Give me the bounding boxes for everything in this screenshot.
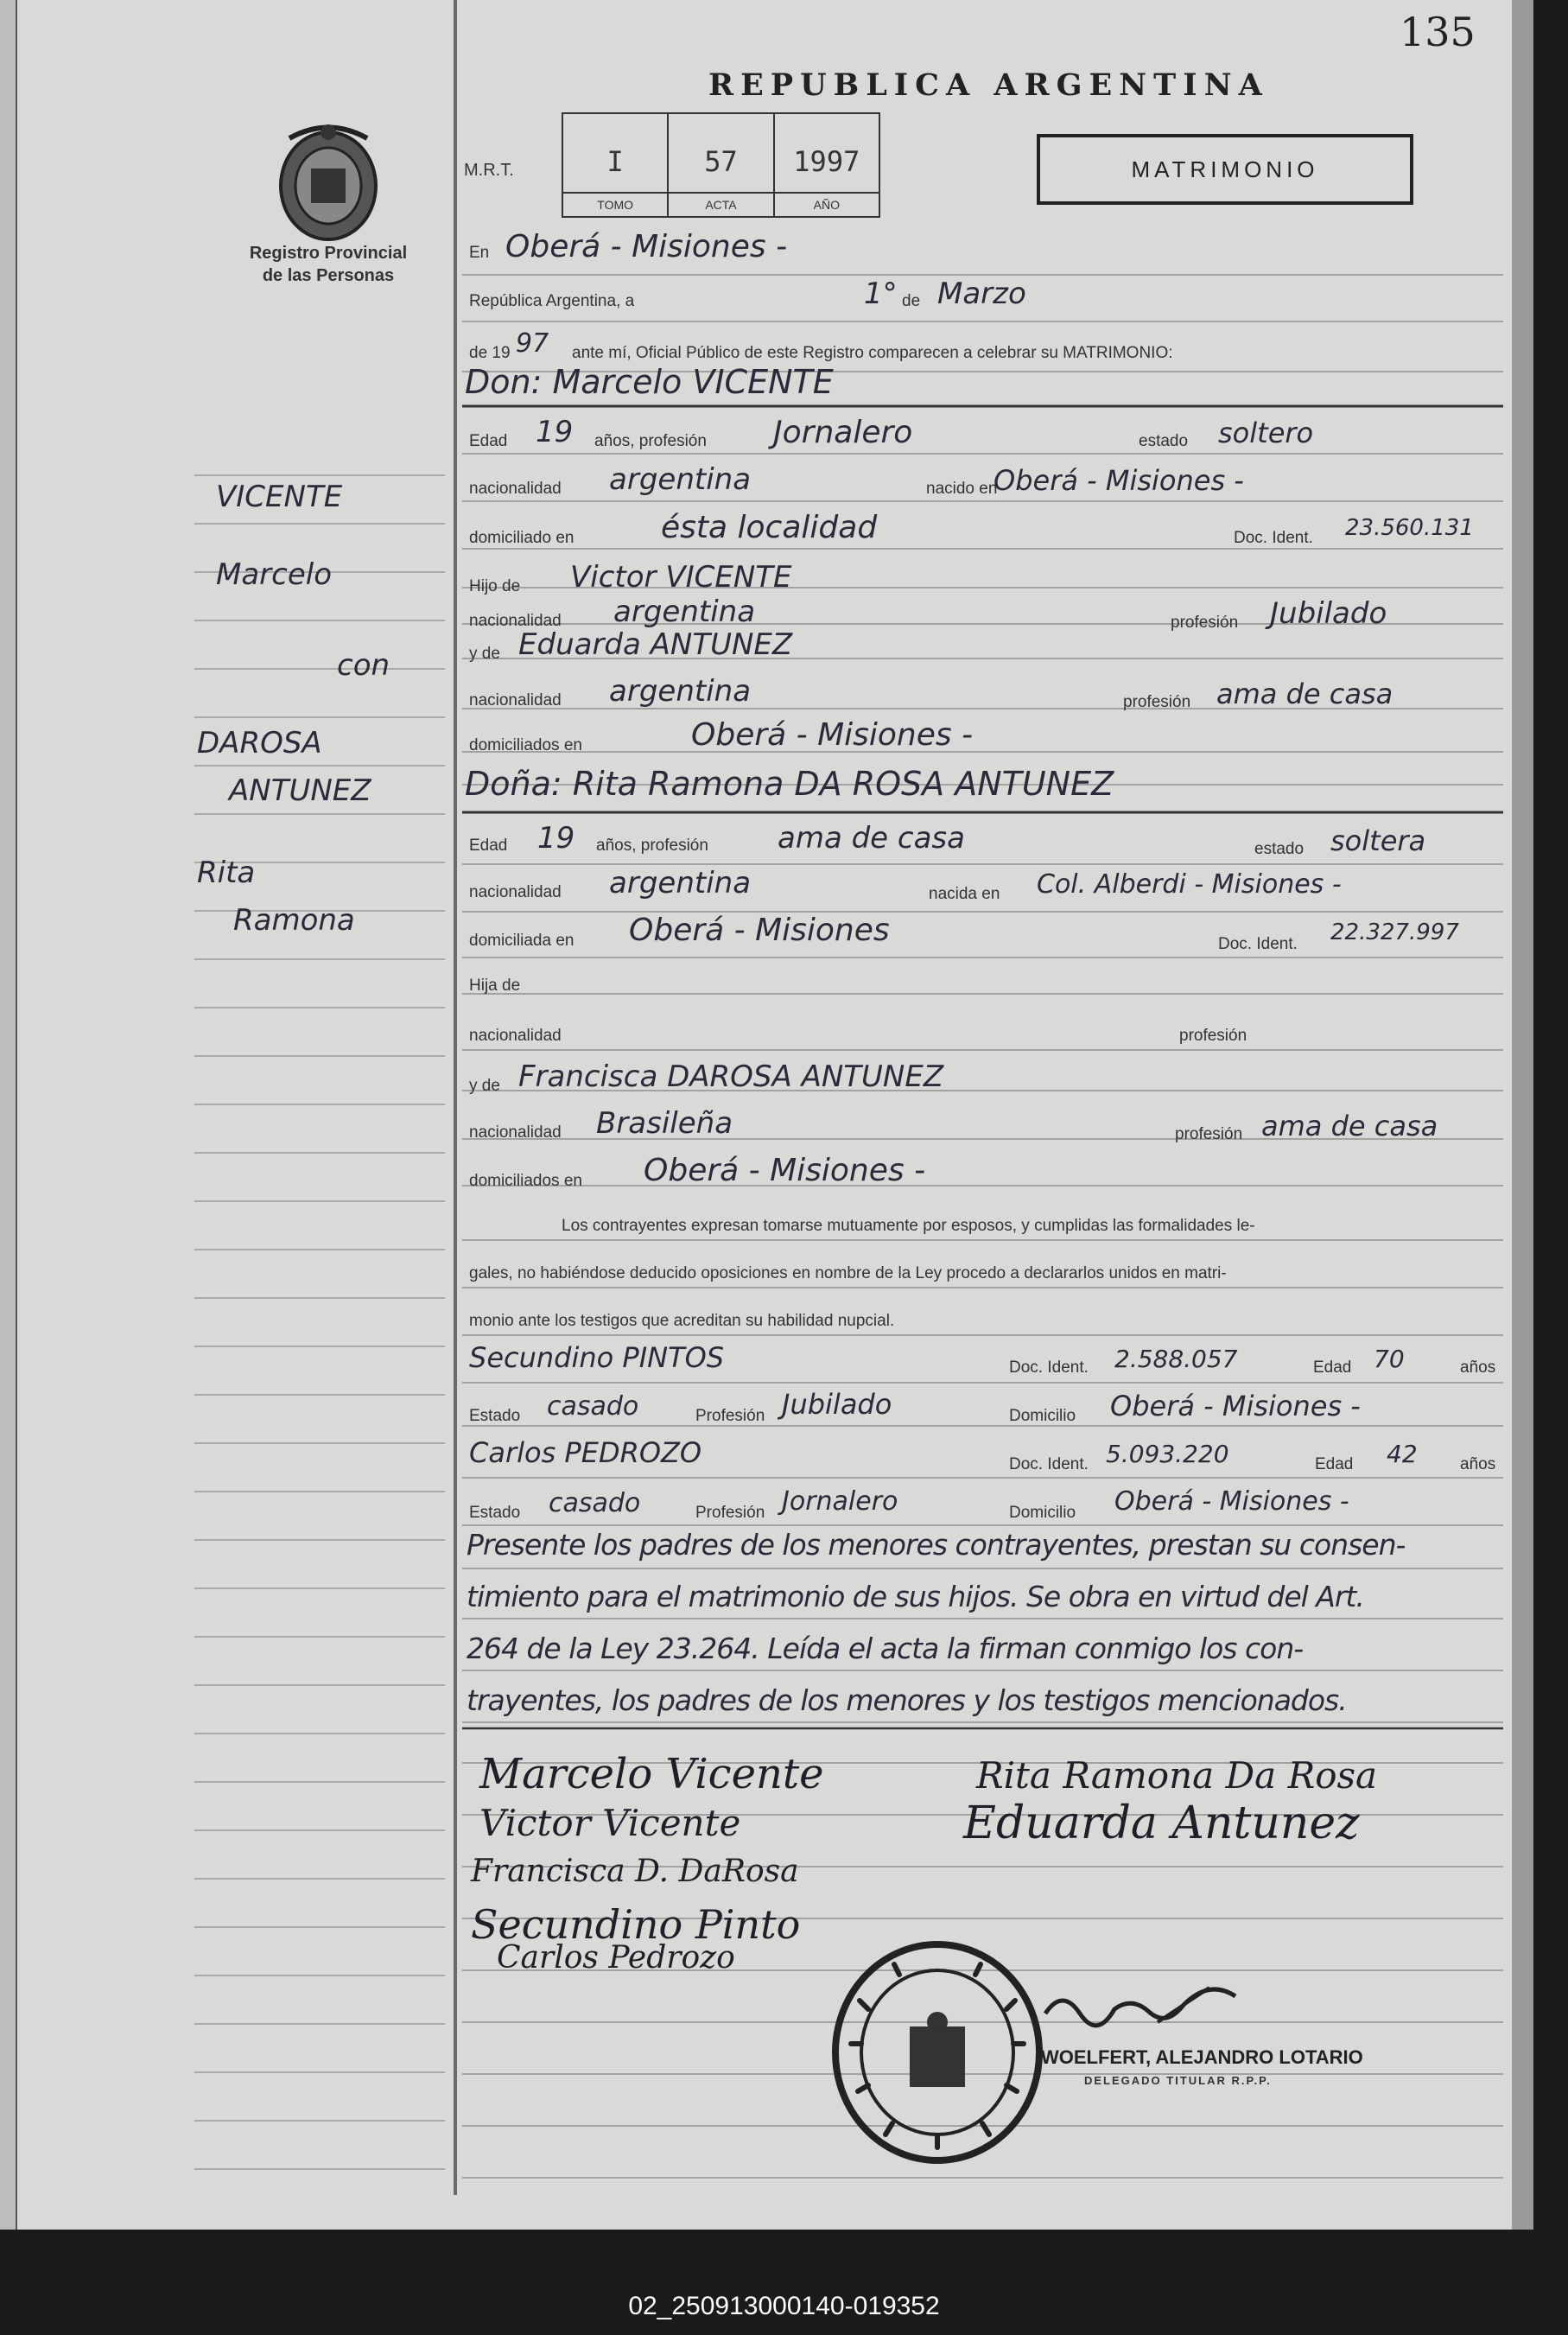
anio-label: AÑO [775,192,879,216]
signature: Francisca D. DaRosa [471,1854,799,1889]
witness-2-status: casado [549,1488,641,1518]
groom-mother-nationality: argentina [609,674,752,709]
groom-doc: 23.560.131 [1345,515,1474,541]
year-prefix: de 19 [469,344,511,362]
profesion-label: Profesión [695,1407,765,1425]
official-name: WOELFERT, ALEJANDRO LOTARIO [1041,2046,1363,2068]
edad-label: Edad [1313,1358,1352,1377]
groom-father: Victor VICENTE [570,560,792,595]
groom-father-profession: Jubilado [1270,596,1387,631]
groom-birthplace: Oberá - Misiones - [993,464,1244,497]
nacionalidad-label: nacionalidad [469,1027,562,1045]
domiciliados-label: domiciliados en [469,1172,582,1190]
page-number: 135 [1400,9,1476,55]
estado-label: estado [1139,432,1189,450]
hijo-label: Hijo de [469,577,521,595]
yde-label: y de [469,645,500,663]
record-index-table [562,112,880,218]
groom-mother: Eduarda ANTUNEZ [518,627,793,662]
profesion-label: profesión [1179,1027,1247,1045]
witness-2-address: Oberá - Misiones - [1114,1486,1349,1517]
note-line: timiento para el matrimonio de sus hijos. Se obra en virtud del Art. [467,1580,1364,1613]
domicilio-label: Domicilio [1009,1407,1076,1425]
profesion-label: profesión [1171,614,1239,632]
place-value: Oberá - Misiones - [505,229,788,264]
doc-ident-label: Doc. Ident. [1009,1358,1089,1377]
registry-line-2: de las Personas [262,266,395,285]
witness-1-name: Secundino PINTOS [469,1341,725,1374]
anos-label: años [1460,1455,1496,1473]
margin-note: Rita [197,856,256,890]
groom-address: ésta localidad [661,510,878,545]
tomo-value: I [606,145,624,178]
margin-note: Ramona [233,903,355,938]
note-line: trayentes, los padres de los menores y los testigos mencionados. [467,1683,1347,1717]
year-suffix: 97 [516,328,549,359]
declaration-line-1: Los contrayentes expresan tomarse mutuamente por esposos, y cumplidas las formalidades le- [562,1217,1255,1235]
day-value: 1° [864,277,898,311]
margin-note: Marcelo [216,557,333,592]
signature: Eduarda Antunez [963,1797,1360,1849]
declaration-line-2: gales, no habiéndose deducido oposiciones en nombre de la Ley procedo a declararlos unidos en matri- [469,1264,1227,1282]
doc-ident-label: Doc. Ident. [1234,529,1313,547]
estado-label: Estado [469,1504,521,1522]
registry-crest-icon [263,117,393,246]
edad-label: Edad [469,837,508,855]
page-edge [1512,0,1533,2230]
bride-age: 19 [537,821,575,856]
margin-note: DAROSA [197,726,322,760]
nacionalidad-label: nacionalidad [469,612,562,630]
signature: Carlos Pedrozo [497,1940,735,1976]
estado-label: estado [1254,840,1305,858]
profesion-label: Profesión [695,1504,765,1522]
bride-name: Doña: Rita Ramona DA ROSA ANTUNEZ [465,765,1114,803]
bride-parents-address: Oberá - Misiones - [644,1153,926,1188]
signature: Marcelo Vicente [479,1750,824,1798]
bride-profession: ama de casa [778,821,965,856]
edad-label: Edad [1315,1455,1354,1473]
mrt-prefix: M.R.T. [464,161,514,180]
groom-age: 19 [536,415,574,449]
yde-label: y de [469,1077,500,1095]
doc-ident-label: Doc. Ident. [1009,1455,1089,1473]
witness-1-profession: Jubilado [782,1388,892,1421]
margin-divider [454,0,457,2195]
witness-1-age: 70 [1374,1345,1405,1373]
anio-value: 1997 [793,145,860,178]
witness-2-name: Carlos PEDROZO [469,1436,702,1469]
groom-mother-profession: ama de casa [1216,678,1393,710]
edad-label: Edad [469,432,508,450]
signature: Rita Ramona Da Rosa [976,1754,1378,1797]
acta-value: 57 [704,145,738,178]
groom-nationality: argentina [609,462,752,497]
acta-cell [669,114,774,216]
estado-label: Estado [469,1407,521,1425]
official-seal-icon [825,1940,1050,2165]
margin-note: VICENTE [216,480,343,514]
groom-name: Don: Marcelo VICENTE [465,363,834,401]
document-type-box: MATRIMONIO [1037,134,1413,205]
official-signature-icon [1037,1970,1244,2039]
republica-label: República Argentina, a [469,292,635,310]
groom-father-nationality: argentina [613,595,756,629]
anos-label: años [1460,1358,1496,1377]
en-label: En [469,244,490,262]
domiciliado-label: domiciliado en [469,529,575,547]
tomo-label: TOMO [563,192,667,216]
note-line: Presente los padres de los menores contrayentes, prestan su consen- [467,1528,1406,1562]
domicilio-label: Domicilio [1009,1504,1076,1522]
groom-marital-status: soltero [1218,417,1314,449]
domiciliados-label: domiciliados en [469,736,582,754]
witness-2-doc: 5.093.220 [1106,1440,1229,1468]
nacionalidad-label: nacionalidad [469,480,562,498]
bride-mother-nationality: Brasileña [596,1106,733,1141]
anos-profesion-label: años, profesión [594,432,707,450]
margin-note: con [337,648,390,683]
registry-line-1: Registro Provincial [249,244,408,263]
bride-nationality: argentina [609,866,752,900]
signature: Secundino Pinto [471,1901,801,1948]
margin-note: ANTUNEZ [229,773,371,808]
declaration-line-3: monio ante los testigos que acreditan su habilidad nupcial. [469,1312,895,1330]
official-title: DELEGADO TITULAR R.P.P. [1084,2074,1272,2087]
nacionalidad-label: nacionalidad [469,883,562,901]
hija-label: Hija de [469,977,521,995]
country-title: REPUBLICA ARGENTINA [708,67,1269,103]
anio-cell [775,114,879,216]
nacionalidad-label: nacionalidad [469,691,562,709]
signature: Victor Vicente [479,1802,741,1844]
bride-address: Oberá - Misiones [629,913,890,948]
witness-1-address: Oberá - Misiones - [1110,1390,1361,1422]
witness-2-age: 42 [1387,1440,1418,1468]
domiciliada-label: domiciliada en [469,932,575,950]
bride-marital-status: soltera [1330,824,1426,857]
nacionalidad-label: nacionalidad [469,1123,562,1142]
bride-mother-profession: ama de casa [1261,1110,1438,1142]
profesion-label: profesión [1123,693,1191,711]
tomo-cell [563,114,669,216]
groom-parents-address: Oberá - Misiones - [691,717,974,753]
registry-name [199,242,458,287]
statement: ante mí, Oficial Público de este Registro comparecen a celebrar su MATRIMONIO: [572,344,1173,362]
nacida-label: nacida en [929,885,1000,903]
witness-1-status: casado [547,1391,639,1422]
month-value: Marzo [937,277,1026,311]
nacido-label: nacido en [926,480,998,498]
de-label: de [902,292,921,310]
bride-doc: 22.327.997 [1330,919,1459,945]
bride-birthplace: Col. Alberdi - Misiones - [1037,869,1342,900]
binding-edge [0,0,17,2230]
witness-2-profession: Jornalero [782,1486,898,1517]
acta-label: ACTA [669,192,772,216]
note-line: 264 de la Ley 23.264. Leída el acta la firman conmigo los con- [467,1632,1304,1665]
bride-mother: Francisca DAROSA ANTUNEZ [518,1059,944,1094]
anos-profesion-label: años, profesión [596,837,708,855]
image-id-caption: 02_250913000140-019352 [628,2292,940,2320]
doc-ident-label: Doc. Ident. [1218,935,1298,953]
profesion-label: profesión [1175,1125,1243,1143]
groom-profession: Jornalero [773,415,913,450]
witness-1-doc: 2.588.057 [1114,1345,1238,1373]
